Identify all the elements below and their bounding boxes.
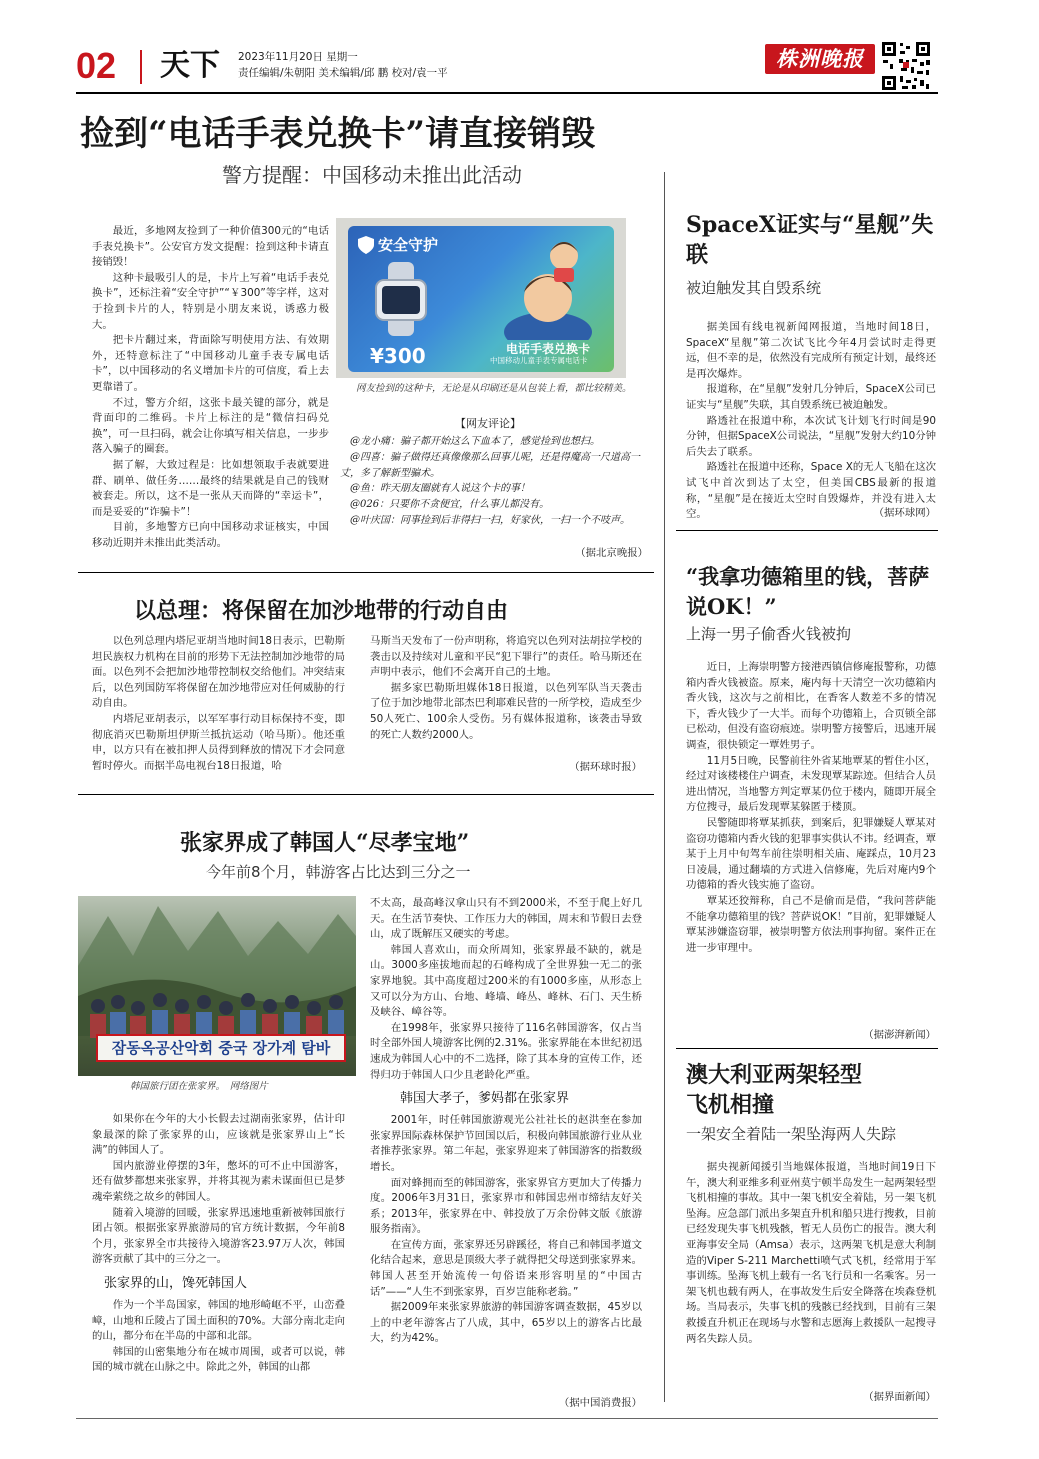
a1-card-photo [336,218,626,378]
a5-photo-caption: 韩国旅行团在张家界。 网络图片 [130,1081,268,1092]
a2-source: （据环球网） [873,507,936,519]
a4-para: 11月5日晚，民警前往外省某地覃某的暂住小区，经过对该楼楼住户调查，未发现覃某踪迹。但结合人员进出情况，当地警方判定覃某仍位于楼内，随即开展全方位搜寻，最后发现覃某躲匿于楼顶。 [686,754,936,814]
a3-source: （据环球时报） [569,761,642,773]
a5-subtitle: 今年前8个月，韩游客占比达到三分之一 [206,863,471,881]
comment-item: @叶庆国：同事捡到后非得扫一扫，好家伙，一扫一个不吱声。 [350,514,630,526]
a5-para: 如果你在今年的大小长假去过湖南张家界，估计印象最深的除了张家界的山，应该就是张家界山上“长满”的韩国人了。 [92,1113,345,1157]
header-divider [140,50,142,84]
section-rule [78,572,654,573]
a1-body [92,224,329,551]
a4-para: 覃某还狡辩称，自己不是偷而是借，“我问菩萨能不能拿功德箱里的钱？菩萨说OK！”目前，犯罪嫌疑人覃某涉嫌盗窃罪，被崇明警方依法刑事拘留。案件正在进一步审理中。 [686,894,936,954]
a5-subhead-1: 张家界的山，馋死韩国人 [104,1275,248,1291]
a1-para: 把卡片翻过来，背面除写明使用方法、有效期外，还特意标注了“中国移动儿童手表专属电话卡”，以中国移动的名义增加卡片的可信度，看上去更靠谱了。 [92,334,329,393]
column-divider [664,172,665,1402]
a3-body-left [92,634,345,774]
a6-source: （据界面新闻） [863,1391,936,1403]
section-name: 天下 [160,48,220,83]
a5-para: 面对蜂拥而至的韩国游客，张家界官方更加大了传播力度。2006年3月31日，张家界市和韩国忠州市缔结友好关系；2013年，张家界在中、韩投放了万余份韩文版《旅游服务指南》。 [370,1176,642,1236]
a5-para: 韩国人喜欢山，而众所周知，张家界最不缺的，就是山。3000多座拔地而起的石峰构成了全世界独一无二的张家界地貌。其中高度超过200米的有1000多座，从形态上又可以分为方山、台地、峰墙、峰丛、峰林、石门、天生桥及峡谷、嶂谷等。 [370,943,642,1019]
a4-para: 近日，上海崇明警方接港西镇信修庵报警称，功德箱内香火钱被盗。原来，庵内每十天清空一次功德箱内香火钱，这次与之前相比，在香客人数差不多的情况下，香火钱少了一大半。而每个功德箱上，合页锁全部已松动，但没有盗窃痕迹。崇明警方接警后，迅速开展调查，很快锁定一覃姓男子。 [686,661,936,751]
a5-subhead-2: 韩国大孝子，爹妈都在张家界 [400,1091,570,1107]
a5-para: 2001年，时任韩国旅游观光公社社长的赵洪奎在参加张家界国际森林保护节回国以后，积极向韩国旅游行业从业者推荐张家界。第二年起，张家界迎来了韩国游客的指数级增长。 [370,1114,642,1173]
comment-item: @026：只要你不贪便宜，什么事儿都没有。 [350,499,550,511]
cartoon-figure [498,232,598,340]
a5-body-mid [370,896,642,1347]
a6-title: 澳大利亚两架轻型飞机相撞 [686,1062,863,1118]
a5-banner: 잠동옥공산악회 중국 장가계 탐바 [96,1034,346,1062]
a2-para: 路透社在报道中称，本次试飞计划飞行时间是90分钟，但据SpaceX公司说法，“星舰”发射大约10分钟后失去了联系。 [686,414,936,458]
a2-para: 据美国有线电视新闻网报道，当地时间18日，SpaceX“星舰”第二次试飞比今年4月尝试时走得更远，但不幸的是，依然没有完成所有预定计划，最终还是再次爆炸。 [686,321,936,380]
a1-para: 目前，多地警方已向中国移动求证核实，中国移动近期并未推出此类活动。 [92,521,329,549]
a1-para: 最近，多地网友捡到了一种价值300元的“电话手表兑换卡”。公安官方发文提醒：捡到这种卡请直接销毁！ [92,225,329,269]
a3-title: 以总理：将保留在加沙地带的行动自由 [134,598,509,624]
a3-para-cont: 马斯当天发布了一份声明称，将追究以色列对法胡拉学校的袭击以及持续对儿童和平民“犯下罪行”的责任。哈马斯还在声明中表示，他们不会离开自己的土地。 [370,635,642,679]
section-rule [676,1048,938,1049]
section-rule [78,794,654,795]
a5-para: 在1998年，张家界只接待了116名韩国游客，仅占当时全部外国人境游客比例的2.31%。张家界能在本世纪初迅速成为韩国人心中的不二选择，除了其本身的宣传工作，还得归功于韩国人口少且老龄化严重。 [370,1021,642,1081]
a1-comments [340,434,646,529]
a6-para: 据央视新闻援引当地媒体报道，当地时间19日下午，澳大利亚维多利亚州莫宁顿半岛发生一起两架轻型飞机相撞的事故。其中一架飞机安全着陆，另一架飞机坠海。应急部门派出多架直升机和船只进行搜救，目前已经发现失事飞机残骸，暂无人员伤亡的报告。澳大利亚海事安全局（Amsa）表示，这两架飞机是意大利制造的Viper S-211 Marchetti喷气式飞机，经常用于军事训练。坠海飞机上载有一名飞行员和一名乘客。另一架飞机也载有两人，在事故发生后安全降落在埃森登机场。当局表示，失事飞机的残骸已经找到，目前有三架救援直升机正在现场与水警和志愿海上救援队一起搜寻两名失踪人员。 [686,1161,936,1345]
a1-comments-title: 【网友评论】 [455,417,521,430]
a2-title: SpaceX证实与“星舰”失联 [686,212,934,268]
comment-item: @四喜：骗子做得还真像像那么回事儿呢，还是得魔高一尺道高一丈，多了解新型骗术。 [340,451,640,479]
header-rule [76,92,938,94]
a4-para: 民警随即将覃某抓获，到案后，犯罪嫌疑人覃某对盗窃功德箱内香火钱的犯罪事实供认不讳。经调查，覃某于上月中旬驾车前往崇明相关庙、庵踩点，10月23日凌晨，通过翻墙的方式进入信修庵，先后对庵内9个功德箱的香火钱实施了盗窃。 [686,816,936,892]
a5-source: （据中国消费报） [558,1397,642,1409]
comment-item: @龙小痛：骗子都开始这么下血本了，感觉捡到也想扫。 [350,436,600,447]
a6-subtitle: 一架安全着陆一架坠海两人失踪 [686,1125,897,1143]
qr-code-icon [880,40,932,92]
a1-subtitle: 警方提醒：中国移动未推出此活动 [222,163,522,187]
a5-para: 随着入境游的回暖，张家界迅速地重新被韩国旅行团占领。根据张家界旅游局的官方统计数据，今年前8个月，张家界全市共接待入境游客23.97万人次，韩国游客贡献了其中的三分之一。 [92,1206,345,1266]
a1-photo-caption: 网友捡到的这种卡，无论是从印刷还是从包装上看，都比较精美。 [356,383,632,394]
section-rule [676,530,938,531]
a2-subtitle: 被迫触发其自毁系统 [686,279,822,297]
a5-para: 作为一个半岛国家，韩国的地形崎岖不平，山峦叠嶂，山地和丘陵占了国土面积的70%。大部分南北走向的山，都分布在半岛的中部和北部。 [92,1298,345,1343]
a3-para: 据多家巴勒斯坦媒体18日报道，以色列军队当天袭击了位于加沙地带北部杰巴利耶难民营的一所学校，造成至少50人死亡、100余人受伤。另有媒体报道称，该袭击导致的死亡人数约2000人。 [370,681,642,741]
footer-rule [76,1418,938,1419]
a2-para: 报道称，在“星舰”发射几分钟后，SpaceX公司已证实与“星舰”失联，其自毁系统已被迫触发。 [686,383,936,411]
a2-body [686,320,936,523]
a6-body [686,1160,936,1347]
comment-item: @鱼：昨天朋友圈就有人说这个卡的事！ [350,483,530,495]
a4-subtitle: 上海一男子偷香火钱被拘 [686,625,852,643]
shield-icon [358,236,374,254]
date-line: 2023年11月20日 星期一 [238,51,358,63]
a5-para: 国内旅游业停摆的3年，憋坏的可不止中国游客，还有做梦都想来张家界，并将其视为素未谋面但已是梦魂牵萦绕之故乡的韩国人。 [92,1159,345,1203]
a5-para: 据2009年来张家界旅游的韩国游客调查数据，45岁以上的中老年游客占了八成，其中，65岁以上的游客占比最大，约为42%。 [370,1301,642,1345]
a5-title: 张家界成了韩国人“尽孝宝地” [180,830,470,856]
a5-para: 韩国的山密集地分布在城市周围，或者可以说，韩国的城市就在山脉之中。除此之外，韩国的山都 [92,1345,345,1374]
a3-body-right [370,634,642,743]
a5-body-left [92,1112,345,1376]
a4-source: （据澎湃新闻） [863,1029,936,1041]
a2-para: 路透社在报道中还称，Space X的无人飞船在这次试飞中首次到达了太空，但美国CBS最新的报道称，“星舰”是在接近太空时自毁爆炸，并没有进入太空。 [686,461,936,521]
masthead-logo: 株洲晚报 [765,44,875,74]
a3-para: 以色列总理内塔尼亚胡当地时间18日表示，巴勒斯坦民族权力机构在目前的形势下无法控制加沙地带的局面。以色列不会把加沙地带控制权交给他们。冲突结束后，以色列国防军将保留在加沙地带应对任何威胁的行动自由。 [92,635,345,710]
card-amount: ¥300 [370,344,426,368]
a1-para: 不过，警方介绍，这张卡最关键的部分，就是背面印的二维码。卡片上标注的是“微信扫码兑换”，可一旦扫码，就会让你填写相关信息，一步步落入骗子的圈套。 [92,396,329,456]
a3-para: 内塔尼亚胡表示，以军军事行动目标保持不变，即彻底消灭巴勒斯坦伊斯兰抵抗运动（哈马斯）。他还重申，以方只有在被扣押人员得到释放的情况下才会同意暂时停火。而据半岛电视台18日报道，哈 [92,712,345,772]
card-subtitle: 中国移动儿童手表专属电话卡 [490,356,588,365]
page-number: 02 [76,45,117,86]
card-body [348,226,614,372]
editors-line: 责任编辑/朱朝阳 美术编辑/邱 鹏 校对/袁一平 [238,67,448,79]
a5-para-cont: 不太高，最高峰汉拿山只有不到2000米，不至于爬上好几天。在生活节奏快、工作压力大的韩国，周末和节假日去登山，成了既解压又硬实的考虑。 [370,897,642,941]
a5-para: 在宣传方面，张家界还另辟蹊径，将自己和韩国孝道文化结合起来，意思是顶级大孝子就得把父母送到张家界来。韩国人甚至开始流传一句俗语来形容明星的“中国古话”——“人生不到张家界，百岁岂能称老翁。” [370,1238,642,1298]
a4-body [686,660,936,956]
a1-source: （据北京晚报） [575,547,648,559]
a4-title: “我拿功德箱里的钱，菩萨说OK！” [686,564,930,619]
card-label: 安全守护 [378,236,439,254]
a1-title: 捡到“电话手表兑换卡”请直接销毁 [80,114,596,154]
a1-para: 据了解，大致过程是：比如想领取手表就要进群、刷单、做任务……最终的结果就是自己的钱财被套走。所以，这不是一张从天而降的“幸运卡”，而是妥妥的“诈骗卡”！ [92,458,329,518]
card-name: 电话手表兑换卡 [506,342,591,356]
a1-para: 这种卡最吸引人的是，卡片上写着“电话手表兑换卡”，还标注着“安全守护”“￥300”等字样，这对于捡到卡片的人，特别是小朋友来说，诱惑力极大。 [92,271,329,331]
watch-icon [372,262,430,336]
a5-photo [78,896,356,1076]
